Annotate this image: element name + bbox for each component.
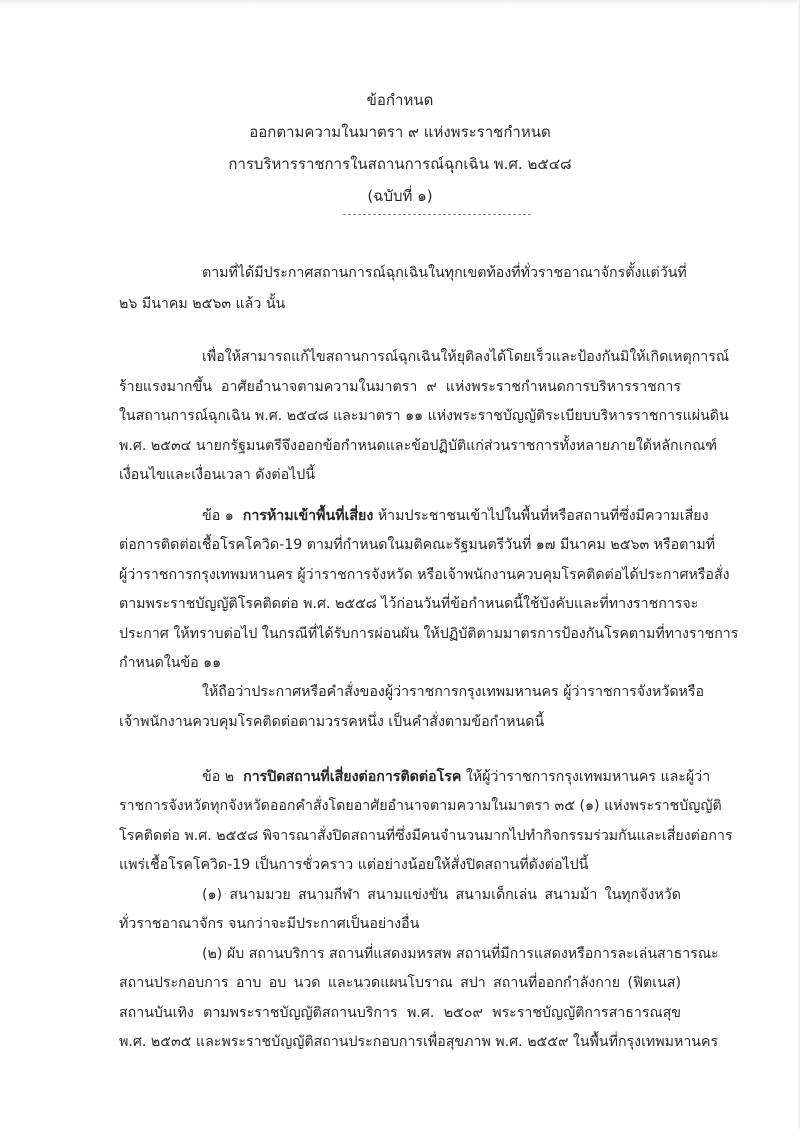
clause2-line4: แพร่เชื้อโรคโควิด-19 เป็นการชั่วคราว แต่อย่างน้อยให้สั่งปิดสถานที่ดังต่อไปนี้ <box>119 857 589 873</box>
preamble-p2-line1: เพื่อให้สามารถแก้ไขสถานการณ์ฉุกเฉินให้ยุติลงได้โดยเร็วและป้องกันมิให้เกิดเหตุการณ์ <box>202 349 730 365</box>
clause2-heading-line <box>202 767 711 787</box>
clause1-line6: กำหนดในข้อ ๑๑ <box>119 655 222 671</box>
clause1-heading-line <box>202 506 709 526</box>
clause2-item1-line1: (๑) สนามมวย สนามกีฬา สนามแข่งขัน สนามเด็กเล่น สนามม้า ในทุกจังหวัด <box>202 887 681 903</box>
clause1-para2-line2: เจ้าพนักงานควบคุมโรคติดต่อตามวรรคหนึ่ง เป็นคำสั่งตามข้อกำหนดนี้ <box>119 714 545 730</box>
clause1-number: ข้อ ๑ <box>202 508 234 524</box>
page-top-shadow <box>0 0 800 6</box>
clause1-title: การห้ามเข้าพื้นที่เสี่ยง <box>242 508 374 524</box>
preamble-p2-line4: พ.ศ. ๒๕๓๔ นายกรัฐมนตรีจึงออกข้อกำหนดและข้อปฏิบัติแก่ส่วนราชการทั้งหลายภายใต้หลักเกณฑ์ <box>119 438 718 454</box>
preamble-p2-line2: ร้ายแรงมากขึ้น อาศัยอำนาจตามความในมาตรา ๙ แห่งพระราชกำหนดการบริหารราชการ <box>119 379 681 395</box>
clause1-line4: ตามพระราชบัญญัติโรคติดต่อ พ.ศ. ๒๕๕๘ ไว้ก่อนวันที่ข้อกำหนดนี้ใช้บังคับและที่ทางราชการจะ <box>119 596 699 612</box>
preamble-p1-line1: ตามที่ได้มีประกาศสถานการณ์ฉุกเฉินในทุกเขตท้องที่ทั่วราชอาณาจักรตั้งแต่วันที่ <box>202 265 687 281</box>
heading-act: การบริหารราชการในสถานการณ์ฉุกเฉิน พ.ศ. ๒๕๔๘ <box>228 155 572 173</box>
clause1-line5: ประกาศ ให้ทราบต่อไป ในกรณีที่ได้รับการผ่อนผัน ให้ปฏิบัติตามมาตรการป้องกันโรคตามที่ทางราชการ <box>119 626 739 642</box>
document-heading <box>0 84 800 212</box>
heading-edition: (ฉบับที่ ๑) <box>367 187 433 205</box>
clause2-item2-line3: สถานบันเทิง ตามพระราชบัญญัติสถานบริการ พ.ศ. ๒๕๐๙ พระราชบัญญัติการสาธารณสุข <box>119 1005 681 1021</box>
clause2-item1-line2: ทั่วราชอาณาจักร จนกว่าจะมีประกาศเป็นอย่างอื่น <box>119 916 420 932</box>
clause2-first-line-text: ให้ผู้ว่าราชการกรุงเทพมหานคร และผู้ว่า <box>465 769 711 785</box>
clause2-line3: โรคติดต่อ พ.ศ. ๒๕๕๘ พิจารณาสั่งปิดสถานที่ซึ่งมีคนจำนวนมากไปทำกิจกรรมร่วมกันและเสี่ยงต่อการ <box>119 828 733 844</box>
preamble-p2-line5: เงื่อนไขและเงื่อนเวลา ดังต่อไปนี้ <box>119 467 315 483</box>
clause1-para2-line1: ให้ถือว่าประกาศหรือคำสั่งของผู้ว่าราชการกรุงเทพมหานคร ผู้ว่าราชการจังหวัดหรือ <box>202 684 705 700</box>
clause2-item2-line1: (๒) ผับ สถานบริการ สถานที่แสดงมหรสพ สถานที่มีการแสดงหรือการละเล่นสาธารณะ <box>202 946 719 962</box>
clause2-line2: ราชการจังหวัดทุกจังหวัดออกคำสั่งโดยอาศัยอำนาจตามความในมาตรา ๓๕ (๑) แห่งพระราชบัญญัติ <box>119 798 722 814</box>
clause1-line2: ต่อการติดต่อเชื้อโรคโควิด-19 ตามที่กำหนดในมติคณะรัฐมนตรีวันที่ ๑๗ มีนาคม ๒๕๖๓ หรือตามที่ <box>119 537 716 553</box>
clause2-number: ข้อ ๒ <box>202 769 235 785</box>
clause2-item2-line4: พ.ศ. ๒๕๓๕ และพระราชบัญญัติสถานประกอบการเพื่อสุขภาพ พ.ศ. ๒๕๕๙ ในพื้นที่กรุงเทพมหานคร <box>119 1034 719 1050</box>
heading-separator <box>343 214 531 215</box>
preamble-p2-line3: ในสถานการณ์ฉุกเฉิน พ.ศ. ๒๕๔๘ และมาตรา ๑๑ แห่งพระราชบัญญัติระเบียบบริหารราชการแผ่นดิน <box>119 408 729 424</box>
clause2-item2-line2: สถานประกอบการ อาบ อบ นวด และนวดแผนโบราณ สปา สถานที่ออกกำลังกาย (ฟิตเนส) <box>119 975 681 991</box>
clause1-first-line-text: ห้ามประชาชนเข้าไปในพื้นที่หรือสถานที่ซึ่งมีความเสี่ยง <box>377 508 709 524</box>
heading-title: ข้อกำหนด <box>366 91 434 109</box>
clause1-line3: ผู้ว่าราชการกรุงเทพมหานคร ผู้ว่าราชการจังหวัด หรือเจ้าพนักงานควบคุมโรคติดต่อได้ประกาศหรือสั่ง <box>119 567 730 583</box>
clause2-title: การปิดสถานที่เสี่ยงต่อการติดต่อโรค <box>243 769 462 785</box>
heading-authority: ออกตามความในมาตรา ๙ แห่งพระราชกำหนด <box>249 123 551 141</box>
preamble-p1-line2: ๒๖ มีนาคม ๒๕๖๓ แล้ว นั้น <box>119 296 286 312</box>
